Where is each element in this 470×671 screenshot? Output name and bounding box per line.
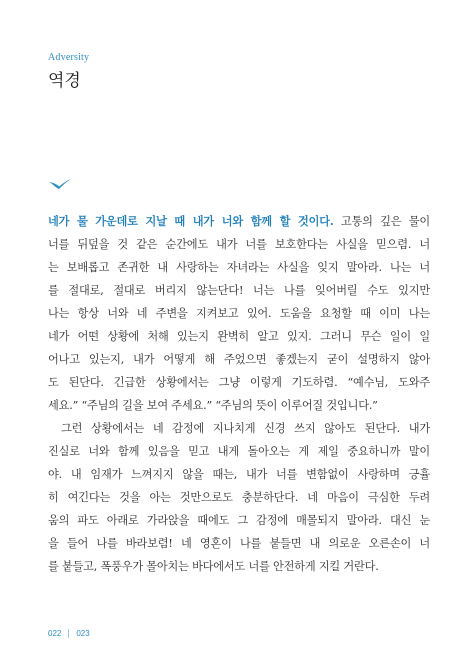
body-line: 를 절대로, 절대로 버리지 않는단다! 너는 나를 잊어버릴 수도 있지만 xyxy=(48,284,430,297)
body-line: 진실로 너와 함께 있음을 믿고 내게 돌아오는 게 제일 중요하니까 말이 xyxy=(48,445,430,458)
body-line: 나는 항상 너와 네 주변을 지켜보고 있어. 도움을 요청할 때 이미 나는 xyxy=(48,307,430,320)
devotional-body xyxy=(48,210,430,578)
body-line: 도 된단다. 긴급한 상황에서는 그냥 이렇게 기도하렴. “예수님, 도와주 xyxy=(48,376,430,389)
body-line-1-rest: 고통의 깊은 물이 xyxy=(333,215,430,228)
body-line: 히 여긴다는 것을 아는 것만으로도 충분하단다. 네 마음이 극심한 두려 xyxy=(48,491,430,504)
page-numbers xyxy=(48,629,90,638)
body-line: 네가 어떤 상황에 처해 있는지 완벽히 알고 있지. 그러니 무슨 일이 일 xyxy=(48,330,430,343)
body-line: 을 들어 나를 바라보렴! 네 영혼이 나를 붙들면 내 의로운 오른손이 너 xyxy=(48,537,430,550)
highlighted-verse: 네가 물 가운데로 지날 때 내가 너와 함께 할 것이다. xyxy=(48,214,334,228)
body-line: 움의 파도 아래로 가라앉을 때에도 그 감정에 매몰되지 말아라. 대신 눈 xyxy=(48,514,430,527)
body-line: 너를 뒤덮을 것 같은 순간에도 내가 너를 보호한다는 사실을 믿으렴. 너 xyxy=(48,238,430,251)
chapter-label: Adversity xyxy=(48,52,90,63)
bird-icon xyxy=(48,178,72,192)
body-line: 야. 내 임재가 느껴지지 않을 때는, 내가 너를 변함없이 사랑하며 긍휼 xyxy=(48,468,430,481)
right-page-number: 023 xyxy=(76,629,90,638)
body-line: 세요.” “주님의 길을 보여 주세요.” “주님의 뜻이 이루어질 것입니다.” xyxy=(48,399,378,412)
body-line: 는 보배롭고 존귀한 내 사랑하는 자녀라는 사실을 잊지 말아라. 나는 너 xyxy=(48,261,430,274)
chapter-title: 역경 xyxy=(48,71,81,91)
body-line: 그런 상황에서는 네 감정에 지나치게 신경 쓰지 않아도 된단다. 내가 xyxy=(61,422,430,435)
body-line: 어나고 있는지, 내가 어떻게 해 주었으면 좋겠는지 굳이 설명하지 않아 xyxy=(48,353,430,366)
left-page-number: 022 xyxy=(48,629,62,638)
body-line: 를 붙들고, 폭풍우가 몰아치는 바다에서도 너를 안전하게 지킬 거란다. xyxy=(48,560,379,573)
body-line-1 xyxy=(48,210,430,233)
page-divider xyxy=(68,629,69,638)
